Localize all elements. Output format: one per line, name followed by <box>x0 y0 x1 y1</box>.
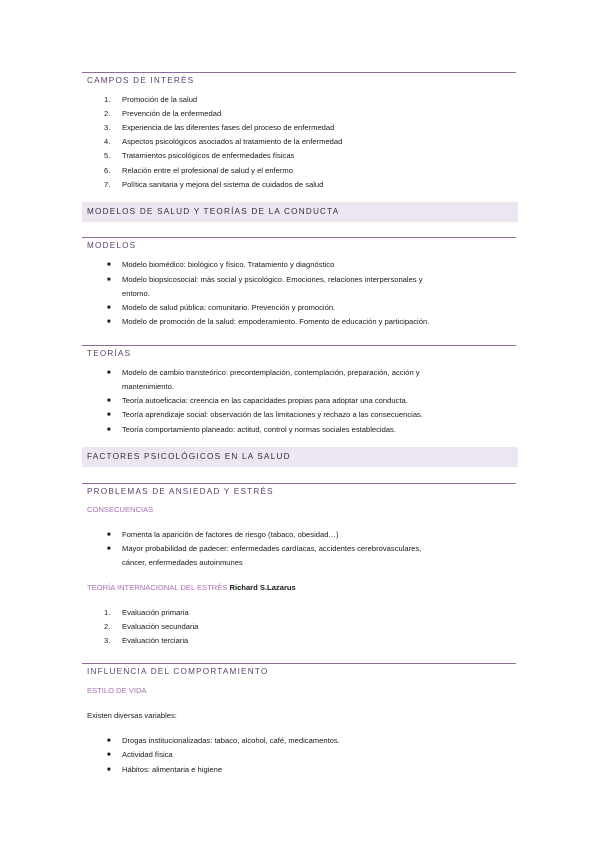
list-item: Fomenta la aparición de factores de riesgo (tabaco, obesidad…) <box>122 530 339 539</box>
list-item: Teoría autoeficacia: creencia en las capacidades propias para adoptar una conducta. <box>122 396 408 405</box>
list-item: Aspectos psicológicos asociados al tratamiento de la enfermedad <box>122 137 343 146</box>
list-number: 1. <box>104 608 111 617</box>
band-title: MODELOS DE SALUD Y TEORÍAS DE LA CONDUCTA <box>87 207 340 216</box>
bullet-icon: ■ <box>107 305 111 311</box>
list-number: 3. <box>104 636 111 645</box>
list-item: Experiencia de las diferentes fases del proceso de enfermedad <box>122 123 335 132</box>
list-number: 4. <box>104 137 111 146</box>
list-item: Modelo de cambio transteórico: precontemplación, contemplación, preparación, acción y <box>122 368 420 377</box>
list-item: Drogas institucionalizadas: tabaco, alcohol, café, medicamentos. <box>122 736 340 745</box>
bullet-icon: ■ <box>107 546 111 552</box>
section-rule <box>82 72 516 73</box>
bullet-icon: ■ <box>107 370 111 376</box>
list-item: Evaluación secundaria <box>122 622 199 631</box>
section-rule <box>82 237 516 238</box>
theory-label: TEORÍA INTERNACIONAL DEL ESTRÉS <box>87 583 228 592</box>
bullet-icon: ■ <box>107 738 111 744</box>
section-rule <box>82 663 516 664</box>
list-item: Mayor probabilidad de padecer: enfermedades cardíacas, accidentes cerebrovasculares, <box>122 544 422 553</box>
list-item: Política sanitaria y mejora del sistema de cuidados de salud <box>122 180 324 189</box>
bullet-icon: ■ <box>107 767 111 773</box>
list-item: Prevención de la enfermedad <box>122 109 222 118</box>
list-item: Modelo biomédico: biológico y físico. Tratamiento y diagnóstico <box>122 260 335 269</box>
section-heading-teorias: TEORÍAS <box>87 349 132 358</box>
list-item: Teoría aprendizaje social: observación de las limitaciones y rechazo a las consecuencias. <box>122 410 423 419</box>
list-item: Modelo de promoción de la salud: empoderamiento. Fomento de educación y participación. <box>122 317 430 326</box>
section-rule <box>82 345 516 346</box>
list-item: Relación entre el profesional de salud y el enfermo <box>122 166 293 175</box>
section-heading-ansiedad: PROBLEMAS DE ANSIEDAD Y ESTRÉS <box>87 487 274 496</box>
bullet-icon: ■ <box>107 262 111 268</box>
section-band-factores <box>82 447 518 467</box>
bullet-icon: ■ <box>107 532 111 538</box>
list-number: 2. <box>104 622 111 631</box>
theory-author: Richard S.Lazarus <box>229 583 296 592</box>
section-heading-influencia: INFLUENCIA DEL COMPORTAMIENTO <box>87 667 269 676</box>
section-rule <box>82 483 516 484</box>
list-number: 5. <box>104 151 111 160</box>
list-item: Promoción de la salud <box>122 95 198 104</box>
bullet-icon: ■ <box>107 752 111 758</box>
section-heading-modelos: MODELOS <box>87 241 137 250</box>
list-number: 1. <box>104 95 111 104</box>
list-item-continuation: cáncer, enfermedades autoinmunes <box>122 558 243 567</box>
list-item-continuation: mantenimiento. <box>122 382 174 391</box>
band-title: FACTORES PSICOLÓGICOS EN LA SALUD <box>87 452 291 461</box>
bullet-icon: ■ <box>107 319 111 325</box>
list-item-continuation: entorno. <box>122 289 150 298</box>
list-item: Teoría comportamiento planeado: actitud, control y normas sociales establecidas. <box>122 425 396 434</box>
list-item: Tratamientos psicológicos de enfermedades físicas <box>122 151 295 160</box>
list-item: Modelo de salud pública: comunitario. Prevención y promoción. <box>122 303 336 312</box>
bullet-icon: ■ <box>107 398 111 404</box>
bullet-icon: ■ <box>107 412 111 418</box>
list-item: Modelo biopsicosocial: más social y psicológico. Emociones, relaciones interpersonales y <box>122 275 423 284</box>
theory-line <box>87 583 296 593</box>
list-item: Evaluación primaria <box>122 608 189 617</box>
list-item: Evaluación terciaria <box>122 636 189 645</box>
section-heading-campos: CAMPOS DE INTERÉS <box>87 76 195 85</box>
section-band-modelos-teorias <box>82 202 518 222</box>
list-number: 7. <box>104 180 111 189</box>
list-number: 2. <box>104 109 111 118</box>
bullet-icon: ■ <box>107 427 111 433</box>
bullet-icon: ■ <box>107 277 111 283</box>
list-number: 3. <box>104 123 111 132</box>
list-item: Actividad física <box>122 750 173 759</box>
subheading-consecuencias: CONSECUENCIAS <box>87 505 154 514</box>
list-number: 6. <box>104 166 111 175</box>
subheading-estilo-de-vida: ESTILO DE VIDA <box>87 686 147 695</box>
intro-text: Existen diversas variables: <box>87 711 177 720</box>
list-item: Hábitos: alimentaria e higiene <box>122 765 223 774</box>
